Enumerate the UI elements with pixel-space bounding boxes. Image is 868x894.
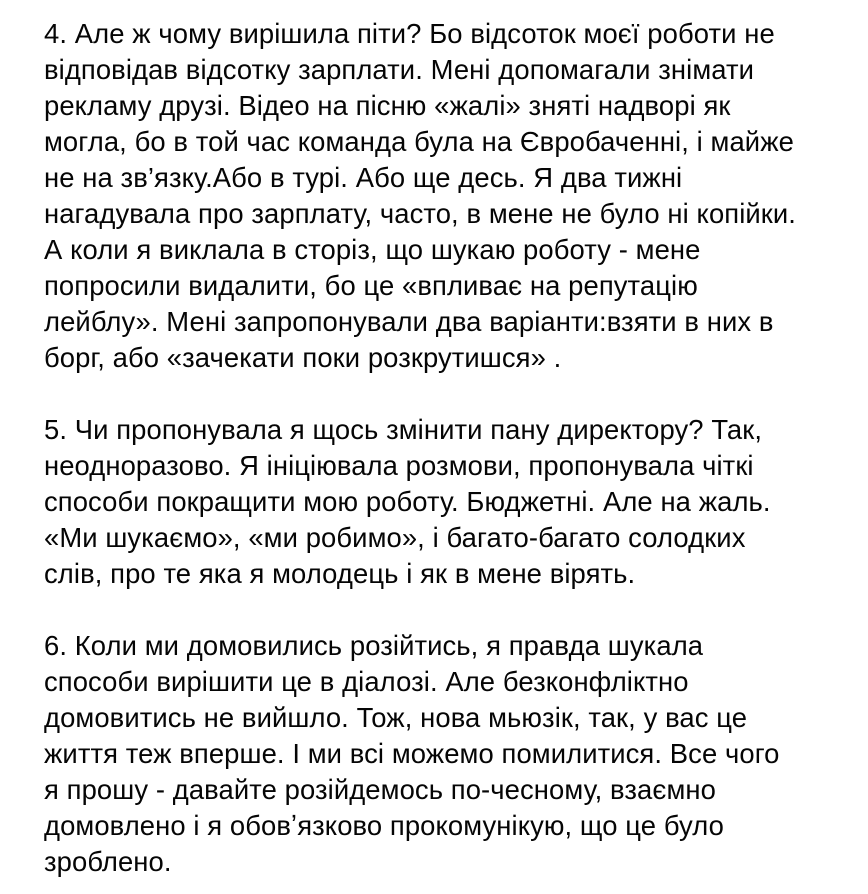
text-line: лейблу». Мені запропонували два варіанти:взяти в них в (44, 306, 774, 337)
text-line: 6. Коли ми домовились розійтись, я правда шукала (44, 630, 704, 661)
text-line: попросили видалити, бо це «впливає на репутацію (44, 270, 698, 301)
text-line: могла, бо в той час команда була на Євробаченні, і майже (44, 126, 794, 157)
text-line: 4. Але ж чому вирішила піти? Бо відсоток моєї роботи не (44, 18, 775, 49)
text-line: зроблено. (44, 846, 172, 877)
text-line: способи вирішити це в діалозі. Але безконфліктно (44, 666, 689, 697)
text-line: борг, або «зачекати поки розкрутишся» . (44, 342, 562, 373)
text-line: домовлено і я обовʼязково прокомунікую, що це було (44, 810, 724, 841)
text-line: відповідав відсотку зарплати. Мені допомагали знімати (44, 54, 755, 85)
text-line: рекламу друзі. Відео на пісню «жалі» зняті надворі як (44, 90, 731, 121)
text-line: домовитись не вийшло. Тож, нова мьюзік, так, у вас це (44, 702, 748, 733)
text-line: А коли я виклала в сторіз, що шукаю роботу - мене (44, 234, 701, 265)
text-line: способи покращити мою роботу. Бюджетні. Але на жаль. (44, 486, 771, 517)
text-line: 5. Чи пропонувала я щось змінити пану директору? Так, (44, 414, 763, 445)
paragraph-6 (44, 628, 780, 880)
paragraph-5 (44, 412, 771, 592)
text-line: неодноразово. Я ініціювала розмови, пропонувала чіткі (44, 450, 754, 481)
text-line: не на зв’язку.Або в турі. Або ще десь. Я два тижні (44, 162, 683, 193)
paragraph-4 (44, 16, 796, 376)
text-line: я прошу - давайте розійдемось по-чесному, взаємно (44, 774, 716, 805)
text-line: слів, про те яка я молодець і як в мене вірять. (44, 558, 636, 589)
text-line: «Ми шукаємо», «ми робимо», і багато-багато солодких (44, 522, 746, 553)
text-line: нагадувала про зарплату, часто, в мене не було ні копійки. (44, 198, 796, 229)
text-line: життя теж вперше. І ми всі можемо помилитися. Все чого (44, 738, 780, 769)
